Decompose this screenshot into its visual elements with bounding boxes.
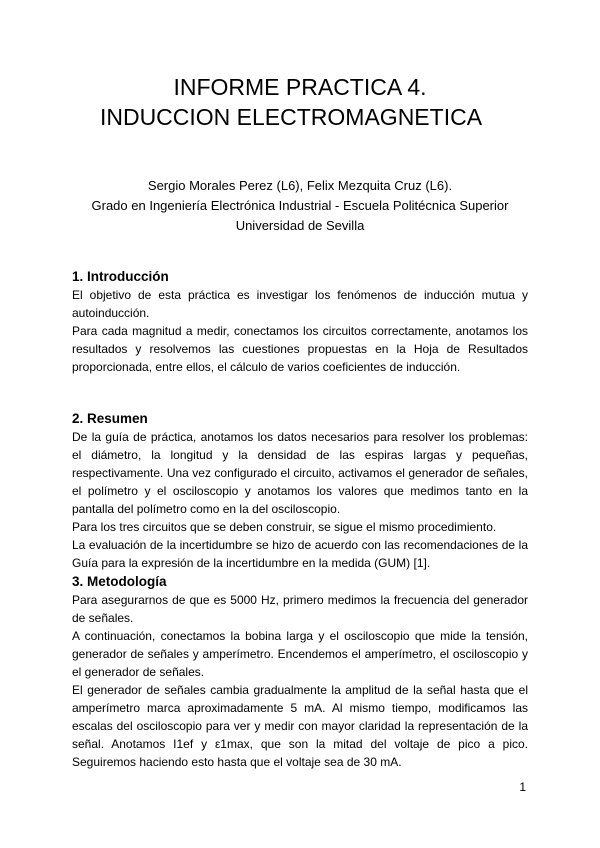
title-line-2: INDUCCION ELECTROMAGNETICA bbox=[99, 104, 483, 130]
author-university: Universidad de Sevilla bbox=[235, 218, 365, 233]
paragraph: A continuación, conectamos la bobina larga y el osciloscopio que mide la tensión, generador de señales y amperímetro. Encendemos el amperímetro, el osciloscopio y el generador de señales. bbox=[72, 629, 528, 679]
document-title bbox=[0, 72, 600, 132]
paragraph: Para los tres circuitos que se deben construir, se sigue el mismo procedimiento. bbox=[72, 520, 497, 534]
author-names: Sergio Morales Perez (L6), Felix Mezquita Cruz (L6). bbox=[147, 178, 453, 193]
section-metodologia bbox=[72, 573, 528, 771]
title-line-1: INFORME PRACTICA 4. bbox=[173, 74, 427, 100]
paragraph: El objetivo de esta práctica es investigar los fenómenos de inducción mutua y autoinducción. bbox=[72, 288, 528, 320]
page-number: 1 bbox=[519, 780, 526, 794]
paragraph: La evaluación de la incertidumbre se hizo de acuerdo con las recomendaciones de la Guía para la expresión de la incertidumbre en la medida (GUM) [1]. bbox=[72, 538, 528, 570]
paragraph: Para asegurarnos de que es 5000 Hz, primero medimos la frecuencia del generador de señales. bbox=[72, 593, 528, 625]
paragraph: Para cada magnitud a medir, conectamos los circuitos correctamente, anotamos los resultados y resolvemos las cuestiones propuestas en la Hoja de Resultados proporcionada, entre ellos, el cálculo de varios coeficientes de inducción. bbox=[72, 324, 528, 374]
section-introduccion bbox=[72, 268, 528, 376]
paragraph: El generador de señales cambia gradualmente la amplitud de la señal hasta que el amperímetro marca aproximadamente 5 mA. Al mismo tiempo, modificamos las escalas del osciloscopio para ver y medir con mayor claridad la representación de la señal. Anotamos I1ef y ε1max, que son la mitad del voltaje de pico a pico. Seguiremos haciendo esto hasta que el voltaje sea de 30 mA. bbox=[72, 683, 528, 769]
section-heading: 3. Metodología bbox=[72, 574, 167, 589]
author-block bbox=[0, 176, 600, 236]
paragraph: De la guía de práctica, anotamos los datos necesarios para resolver los problemas: el diámetro, la longitud y la densidad de las espiras largas y pequeñas, respectivamente. Una vez configurado el circuito, activamos el generador de señales, el polímetro y el osciloscopio y anotamos los valores que medimos tanto en la pantalla del polímetro como en la del osciloscopio. bbox=[72, 430, 528, 516]
author-degree: Grado en Ingeniería Electrónica Industrial - Escuela Politécnica Superior bbox=[91, 198, 509, 213]
section-resumen bbox=[72, 410, 528, 572]
section-heading: 1. Introducción bbox=[72, 269, 169, 284]
section-heading: 2. Resumen bbox=[72, 411, 148, 426]
